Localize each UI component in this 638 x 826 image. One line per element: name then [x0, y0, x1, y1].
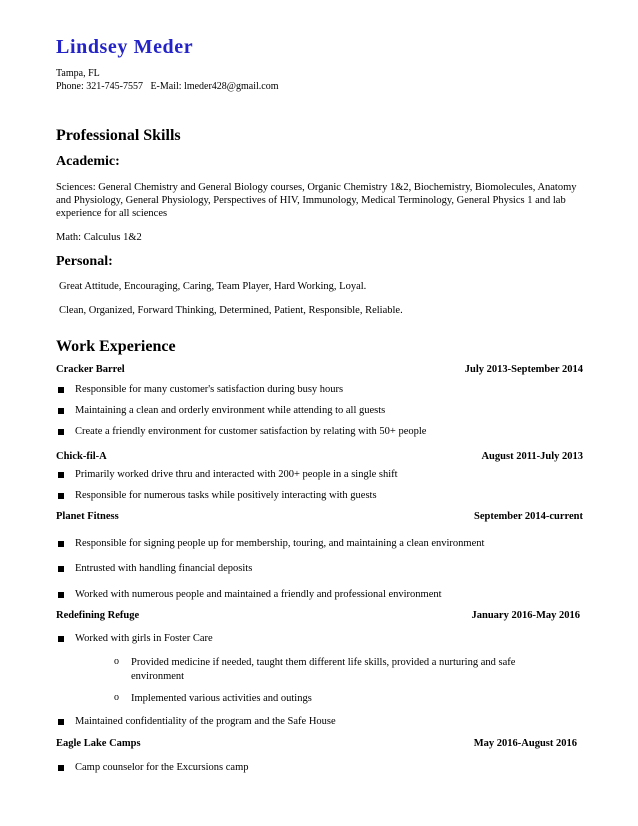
job-employer: Cracker Barrel: [56, 364, 125, 375]
bullet-square-icon: [58, 541, 64, 547]
list-item: [56, 589, 586, 603]
section-title-skills: Professional Skills: [56, 127, 181, 144]
job-employer: Planet Fitness: [56, 511, 119, 522]
list-item: [56, 538, 586, 552]
subsection-personal: Personal:: [56, 254, 113, 269]
bullet-text: Responsible for signing people up for membership, touring, and maintaining a clean environment: [75, 538, 485, 549]
bullet-square-icon: [58, 636, 64, 642]
bullet-text: Responsible for many customer's satisfaction during busy hours: [75, 384, 344, 395]
bullet-square-icon: [58, 592, 64, 598]
bullet-text: Worked with girls in Foster Care: [75, 633, 213, 644]
math-text: Math: Calculus 1&2: [56, 232, 142, 243]
personal-traits-2: Clean, Organized, Forward Thinking, Determined, Patient, Responsible, Reliable.: [59, 305, 403, 316]
bullet-square-icon: [58, 472, 64, 478]
job-employer: Redefining Refuge: [56, 610, 140, 621]
list-item: [56, 405, 586, 419]
job-dates: May 2016-August 2016: [473, 738, 577, 749]
job-dates: January 2016-May 2016: [471, 610, 580, 621]
job-header: [56, 738, 577, 749]
sub-bullet-text: Implemented various activities and outings: [131, 693, 312, 704]
list-item: [56, 762, 586, 776]
bullet-text: Worked with numerous people and maintained a friendly and professional environment: [75, 589, 442, 600]
list-item: [56, 716, 586, 730]
bullet-text: Primarily worked drive thru and interacted with 200+ people in a single shift: [75, 469, 398, 480]
job-employer: Chick-fil-A: [56, 451, 107, 462]
bullet-text: Entrusted with handling financial deposits: [75, 563, 253, 574]
job-header: [56, 610, 580, 621]
list-item: [56, 426, 586, 440]
sciences-text: Sciences: General Chemistry and General Biology courses, Organic Chemistry 1&2, Biochemistry, Biomolecules, Anatomy and Physiology, General Physiology, Perspectives of HIV, Immunology, Medical Terminology, General Physics 1 and lab experience for all sciences: [56, 182, 577, 219]
bullet-text: Create a friendly environment for customer satisfaction by relating with 50+ people: [75, 426, 427, 437]
circle-bullet-icon: o: [114, 656, 119, 667]
bullet-square-icon: [58, 719, 64, 725]
bullet-square-icon: [58, 493, 64, 499]
subsection-academic: Academic:: [56, 154, 120, 169]
bullet-square-icon: [58, 566, 64, 572]
bullet-text: Maintained confidentiality of the program and the Safe House: [75, 716, 336, 727]
resume-name: Lindsey Meder: [56, 36, 194, 58]
job-dates: July 2013-September 2014: [464, 364, 583, 375]
location: Tampa, FL: [56, 68, 100, 79]
list-item: [56, 469, 586, 483]
bullet-square-icon: [58, 765, 64, 771]
bullet-square-icon: [58, 387, 64, 393]
list-item: [56, 633, 586, 647]
job-employer: Eagle Lake Camps: [56, 738, 141, 749]
bullet-square-icon: [58, 429, 64, 435]
bullet-square-icon: [58, 408, 64, 414]
list-item: [56, 384, 586, 398]
personal-traits-1: Great Attitude, Encouraging, Caring, Team Player, Hard Working, Loyal.: [59, 281, 367, 292]
bullet-text: Camp counselor for the Excursions camp: [75, 762, 249, 773]
list-item: [56, 490, 586, 504]
job-header: [56, 511, 583, 522]
job-dates: September 2014-current: [474, 511, 583, 522]
contact-line: Phone: 321-745-7557 E-Mail: lmeder428@gmail.com: [56, 81, 279, 92]
section-title-work: Work Experience: [56, 338, 176, 355]
circle-bullet-icon: o: [114, 692, 119, 703]
bullet-text: Responsible for numerous tasks while positively interacting with guests: [75, 490, 377, 501]
job-header: [56, 364, 583, 375]
bullet-text: Maintaining a clean and orderly environment while attending to all guests: [75, 405, 386, 416]
job-header: [56, 451, 583, 462]
sub-bullet-text: Provided medicine if needed, taught them different life skills, provided a nurturing and safe environment: [131, 657, 516, 682]
job-dates: August 2011-July 2013: [481, 451, 583, 462]
list-item: [56, 563, 586, 577]
